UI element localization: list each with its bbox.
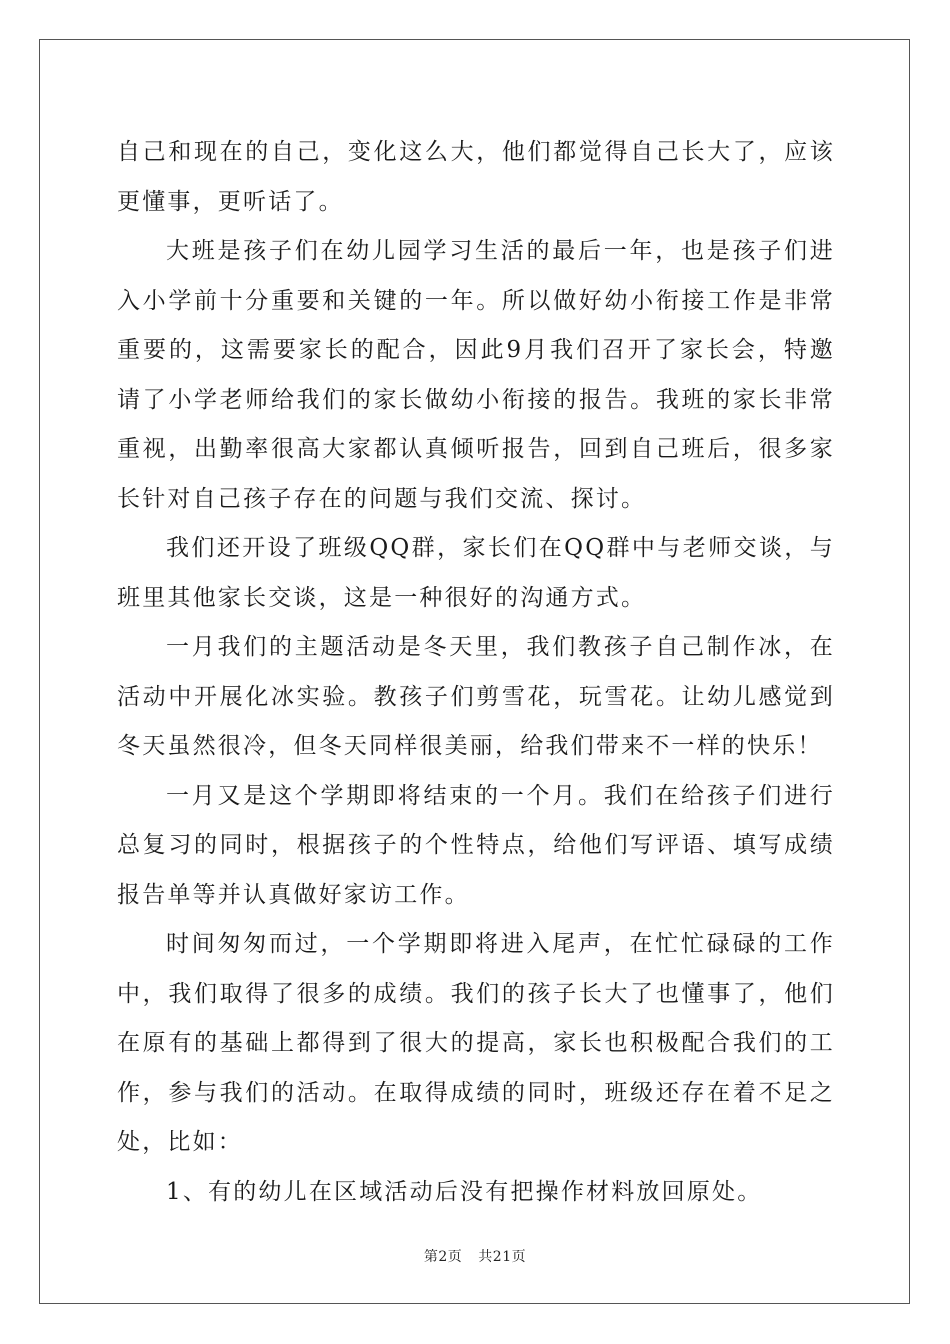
document-body: [117, 128, 835, 1217]
paragraph-6: 时间匆匆而过，一个学期即将进入尾声，在忙忙碌碌的工作中，我们取得了很多的成绩。我们的孩子长大了也懂事了，他们在原有的基础上都得到了很大的提高，家长也积极配合我们的工作，参与我们的活动。在取得成绩的同时，班级还存在着不足之处，比如：: [117, 931, 835, 1155]
paragraph-7: 1、有的幼儿在区域活动后没有把操作材料放回原处。: [166, 1178, 763, 1205]
page-number: 第2页: [423, 1249, 463, 1265]
page-footer: [0, 1246, 950, 1266]
paragraph-1: 自己和现在的自己，变化这么大，他们都觉得自己长大了，应该更懂事，更听话了。: [117, 139, 835, 215]
paragraph-2: 大班是孩子们在幼儿园学习生活的最后一年，也是孩子们进入小学前十分重要和关键的一年。所以做好幼小衔接工作是非常重要的，这需要家长的配合，因此9月我们召开了家长会，特邀请了小学老师给我们的家长做幼小衔接的报告。我班的家长非常重视，出勤率很高大家都认真倾听报告，回到自己班后，很多家长针对自己孩子存在的问题与我们交流、探讨。: [117, 238, 835, 512]
paragraph-4: 一月我们的主题活动是冬天里，我们教孩子自己制作冰，在活动中开展化冰实验。教孩子们剪雪花，玩雪花。让幼儿感觉到冬天虽然很冷，但冬天同样很美丽，给我们带来不一样的快乐！: [117, 634, 835, 759]
page-total: 共21页: [478, 1249, 527, 1265]
paragraph-5: 一月又是这个学期即将结束的一个月。我们在给孩子们进行总复习的同时，根据孩子的个性特点，给他们写评语、填写成绩报告单等并认真做好家访工作。: [117, 782, 835, 908]
paragraph-3: 我们还开设了班级QQ群，家长们在QQ群中与老师交谈，与班里其他家长交谈，这是一种很好的沟通方式。: [117, 535, 835, 611]
